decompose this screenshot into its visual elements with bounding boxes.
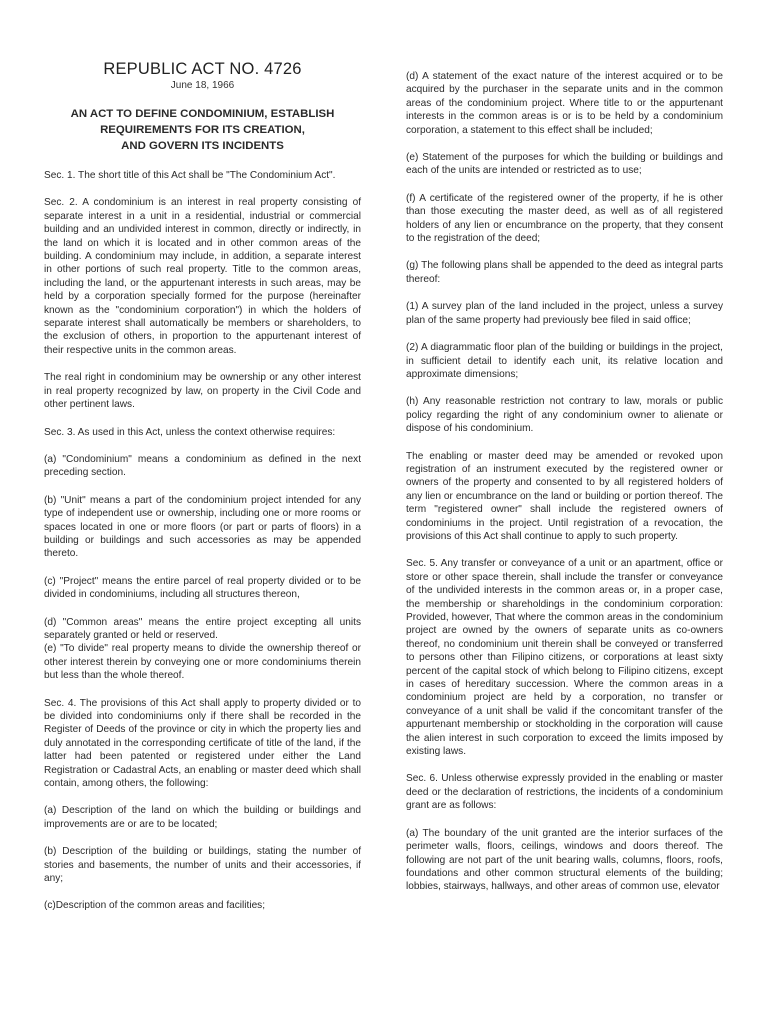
requirement-d: (d) A statement of the exact nature of the interest acquired or to be acquired by the purchaser in the separate units and in the common areas of the condominium project. Where title to or the appurtenant interests in the common areas is or is to be held by a condominium corporation, a statement to this effect shall be included; [406,71,723,136]
plan-1: (1) A survey plan of the land included in the project, unless a survey plan of the same property had previously bee filed in said office; [406,301,723,326]
requirement-a: (a) Description of the land on which the building or buildings and improvements are or are to be located; [44,805,361,830]
section-6: Sec. 6. Unless otherwise expressly provided in the enabling or master deed or the declaration of restrictions, the incidents of a condominium grant are as follows: [406,773,723,812]
right-column [406,60,723,1024]
section-4: Sec. 4. The provisions of this Act shall apply to property divided or to be divided into condominiums only if there shall be recorded in the Register of Deeds of the province or city in which the property lies and duly annotated in the corresponding certificate of title of the land, if the latter had been patented or registered under either the Land Registration or Cadastral Acts, an enabling or master deed which shall contain, among others, the following: [44,697,361,790]
requirement-c: (c)Description of the common areas and facilities; [44,900,266,912]
definition-e: (e) "To divide" real property means to divide the ownership thereof or other interest therein by conveying one or more condominiums therein but less than the whole thereof. [44,643,361,682]
definition-d: (d) "Common areas" means the entire project excepting all units separately granted or held or reserved. [44,616,361,641]
requirement-e: (e) Statement of the purposes for which the building or buildings and each of the units are intended or restricted as to use; [406,152,723,177]
definition-c: (c) "Project" means the entire parcel of real property divided or to be divided in condominiums, including all structures thereon, [44,575,361,601]
paragraph-real-right: The real right in condominium may be ownership or any other interest in real property recognized by law, on property in the Civil Code and other pertinent laws. [44,372,361,411]
definition-a: (a) "Condominium" means a condominium as defined in the next preceding section. [44,453,361,479]
section-2: Sec. 2. A condominium is an interest in real property consisting of separate interest in a unit in a residential, industrial or commercial building and an undivided interest in common, directly or indirectly, in the land on which it is located and in other common areas of the building. A condominium may include, in addition, a separate interest in other portions of such real property. Title to the common areas, including the land, or the appurtenant interests in such areas, may be held by a corporation specially formed for the purpose (hereinafter known as the "condominium corporation") in which the holders of separate interest shall automatically be members or shareholders, to the exclusion of others, in proportion to the appurtenant interest of their respective units in the common areas. [44,197,361,356]
section-3: Sec. 3. As used in this Act, unless the context otherwise requires: [44,426,336,438]
document-date: June 18, 1966 [170,80,235,91]
act-title-line: REQUIREMENTS FOR ITS CREATION, [100,124,305,136]
plan-2: (2) A diagrammatic floor plan of the building or buildings in the project, in sufficient detail to identify each unit, its relative location and approximate dimensions; [406,342,723,380]
act-title-line: AND GOVERN ITS INCIDENTS [121,140,284,152]
left-column [44,60,361,1024]
section-5: Sec. 5. Any transfer or conveyance of a unit or an apartment, office or store or other space therein, shall include the transfer or conveyance of the undivided interests in the common areas or, in a proper case, the membership or shareholdings in the condominium corporation: Provided, however, That where the common areas in the condominium project are owned by the owners of separate units as co-owners thereof, no condominium unit therein shall be conveyed or transferred to persons other than Filipino citizens, or corporations at least sixty percent of the capital stock of which belong to Filipino citizens, except in cases of hereditary succession. Where the common areas in a condominium project are held by a corporation, no transfer or conveyance of a unit shall be valid if the concomitant transfer of the appurtenant membership or stockholding in the corporation will cause the alien interest in such corporation to exceed the limits imposed by existing laws. [406,558,723,758]
incident-a: (a) The boundary of the unit granted are the interior surfaces of the perimeter walls, floors, ceilings, windows and doors thereof. The following are not part of the unit bearing walls, columns, floors, roofs, foundations and other common structural elements of the building; lobbies, stairways, hallways, and other areas of common use, elevator [406,827,723,893]
requirement-g: (g) The following plans shall be appended to the deed as integral parts thereof: [406,260,723,285]
act-title [44,106,361,154]
act-title-line: AN ACT TO DEFINE CONDOMINIUM, ESTABLISH [70,108,335,120]
requirement-h: (h) Any reasonable restriction not contrary to law, morals or public policy regarding the right of any condominium owner to alienate or dispose of his condominium. [406,396,723,435]
document-title: REPUBLIC ACT NO. 4726 [103,60,302,78]
requirement-f: (f) A certificate of the registered owner of the property, if he is other than those executing the master deed, as well as of all registered holders of any lien or encumbrance on the property, that they consent to the registration of the deed; [406,192,723,245]
section-1: Sec. 1. The short title of this Act shall be "The Condominium Act". [44,170,336,181]
paragraph-master-deed: The enabling or master deed may be amended or revoked upon registration of an instrument executed by the registered owner or owners of the property and consented to by all registered holders of any lien or encumbrance on the land or building or portion thereof. The term "registered owner" shall include the registered owners of condominiums in the project. Until registration of a revocation, the provisions of this Act shall continue to apply to such property. [406,450,723,542]
requirement-b: (b) Description of the building or buildings, stating the number of stories and basements, the number of units and their accessories, if any; [44,846,361,885]
definition-b: (b) "Unit" means a part of the condominium project intended for any type of independent use or ownership, including one or more rooms or spaces located in one or more floors (or part or parts of floors) in a building or buildings and such accessories as may be appended thereto. [44,494,361,560]
